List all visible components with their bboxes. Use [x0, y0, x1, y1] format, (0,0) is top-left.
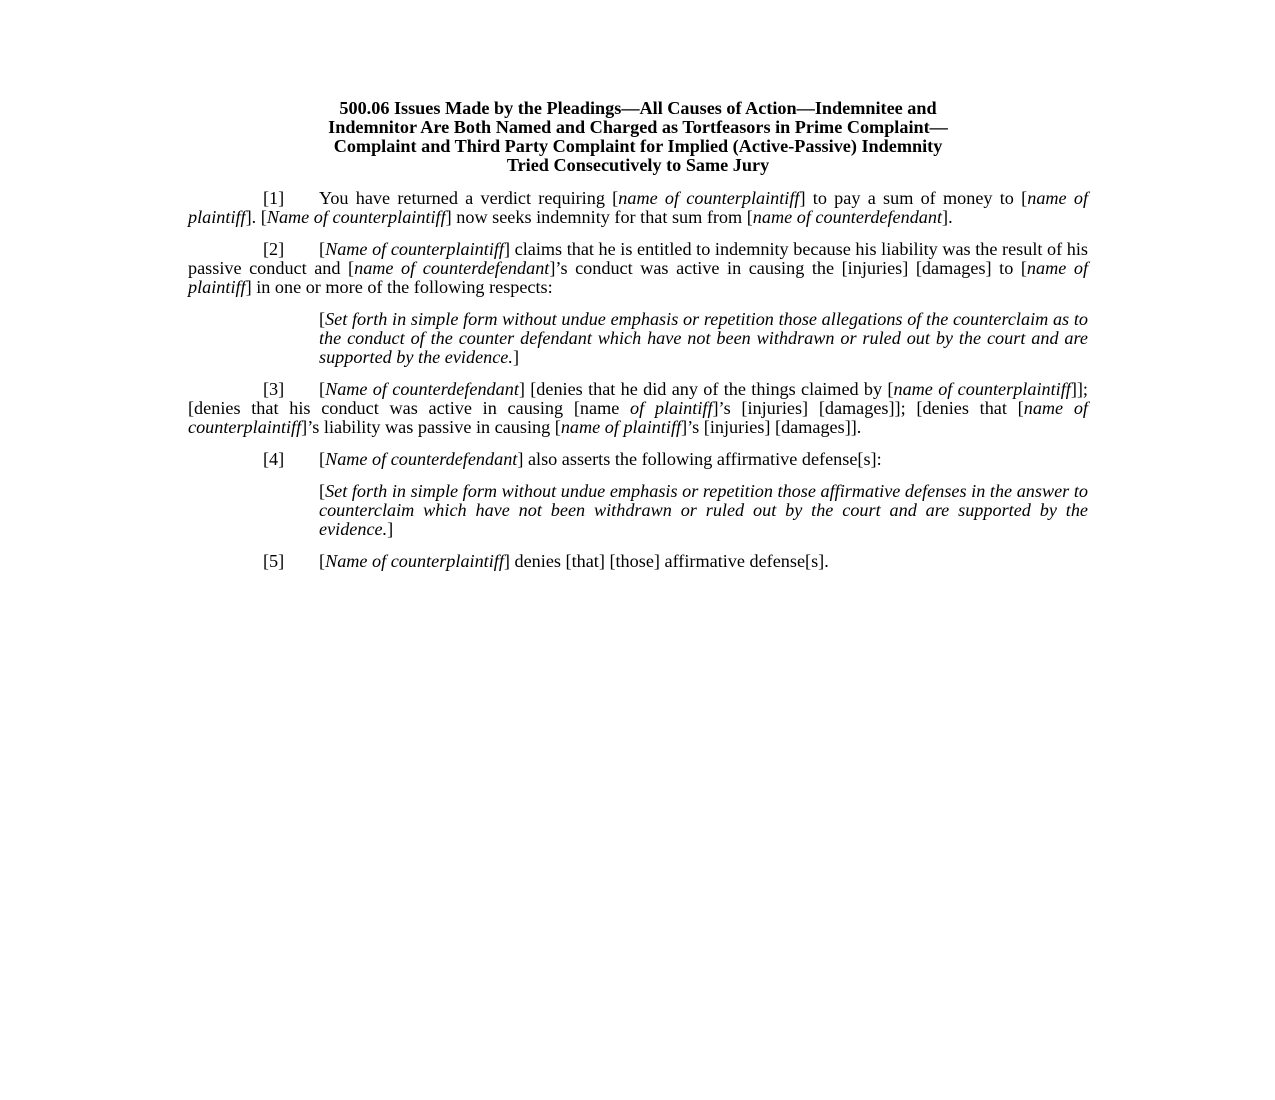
text-run: ] in one or more of the following respects: — [245, 277, 553, 297]
text-run: [ — [319, 551, 326, 571]
text-run: [ — [319, 379, 326, 399]
text-run: ]’s [injuries] [damages]]; [denies that [ — [712, 398, 1024, 418]
paragraph-4 — [263, 450, 1088, 469]
paragraph-5 — [263, 552, 1088, 571]
text-run: ]. — [942, 207, 953, 227]
paragraph-number: [5] — [263, 551, 285, 571]
placeholder-text: name of counterplaintiff — [618, 188, 800, 208]
paragraph-number: [1] — [263, 188, 285, 208]
placeholder-text: of plaintiff — [630, 398, 713, 418]
placeholder-text: Name of counterdefendant — [325, 379, 519, 399]
bracket: [ — [319, 481, 326, 501]
placeholder-text: Name of counterplaintiff — [325, 551, 504, 571]
text-run: ]]; [denies that his conduct was active in causing [name — [188, 379, 1088, 418]
placeholder-text: name of counterdefendant — [354, 258, 550, 278]
bracket: [ — [319, 309, 326, 329]
paragraph-number: [2] — [263, 239, 285, 259]
placeholder-text: name of counterplaintiff — [893, 379, 1071, 399]
text-run: [ — [319, 239, 326, 259]
title-line-2: Indemnitor Are Both Named and Charged as Tortfeasors in Prime Complaint— — [328, 117, 948, 137]
placeholder-text: name of counterdefendant — [752, 207, 943, 227]
text-run: ]’s liability was passive in causing [ — [301, 417, 561, 437]
bracket: ] — [512, 347, 519, 367]
text-run: ]’s [injuries] [damages]]. — [681, 417, 862, 437]
text-run: ]’s conduct was active in causing the [injuries] [damages] to [ — [549, 258, 1027, 278]
instruction-block-2 — [319, 482, 1088, 539]
title-line-3: Complaint and Third Party Complaint for Implied (Active-Passive) Indemnity — [333, 136, 943, 156]
paragraph-number: [3] — [263, 379, 285, 399]
title-line-1: 500.06 Issues Made by the Pleadings—All Causes of Action—Indemnitee and — [339, 98, 937, 118]
paragraph-number: [4] — [263, 449, 285, 469]
text-run: ] [denies that he did any of the things claimed by [ — [518, 379, 894, 399]
text-run: ] denies [that] [those] affirmative defense[s]. — [503, 551, 829, 571]
paragraph-body — [319, 552, 1088, 571]
placeholder-text: name of plaintiff — [560, 417, 682, 437]
paragraph-2 — [188, 240, 1088, 297]
text-run: ]. [ — [245, 207, 267, 227]
instruction-text: Set forth in simple form without undue emphasis or repetition those allegations of the counterclaim as to the conduct of the counter defendant which have not been withdrawn or ruled out by the court and are supported by the evidence. — [319, 309, 1088, 367]
paragraph-1 — [188, 189, 1088, 227]
title-line-4: Tried Consecutively to Same Jury — [506, 155, 770, 175]
text-run: ] claims that he is entitled to indemnity because his liability was the result of his passive conduct and [ — [188, 239, 1088, 278]
placeholder-text: name of counterplaintiff — [188, 398, 1088, 437]
placeholder-text: Name of counterplaintiff — [325, 239, 504, 259]
instruction-block-1 — [319, 310, 1088, 367]
placeholder-text: name of plaintiff — [188, 188, 1089, 227]
text-run: ] now seeks indemnity for that sum from [ — [445, 207, 753, 227]
placeholder-text: Name of counterdefendant — [325, 449, 518, 469]
paragraph-3 — [188, 380, 1088, 437]
paragraph-body — [319, 450, 1088, 469]
bracket: ] — [387, 519, 394, 539]
text-run: You have returned a verdict requiring [ — [319, 188, 619, 208]
placeholder-text: name of plaintiff — [188, 258, 1089, 297]
text-run: ] also asserts the following affirmative defense[s]: — [517, 449, 882, 469]
text-run: ] to pay a sum of money to [ — [799, 188, 1028, 208]
page-title — [188, 99, 1088, 175]
placeholder-text: Name of counterplaintiff — [266, 207, 446, 227]
document-page — [188, 99, 1088, 584]
text-run: [ — [319, 449, 326, 469]
instruction-text: Set forth in simple form without undue emphasis or repetition those affirmative defenses in the answer to counterclaim which have not been withdrawn or ruled out by the court and are supported by the evidence. — [319, 481, 1088, 539]
